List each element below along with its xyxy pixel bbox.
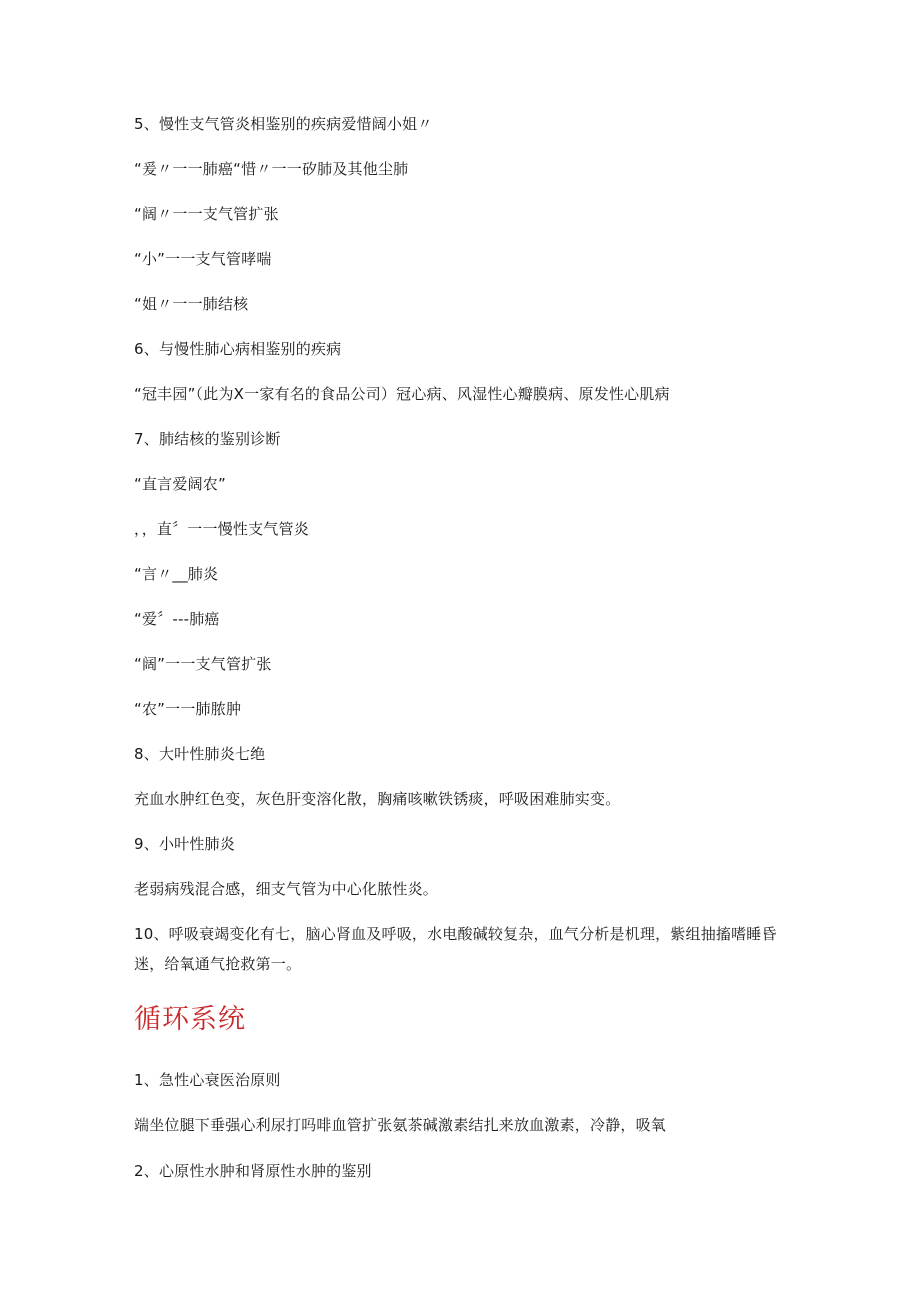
paragraph-item8-heading: 8、大叶性肺炎七绝 [134, 745, 266, 763]
paragraph-item9-heading: 9、小叶性肺炎 [134, 835, 235, 853]
paragraph-line: “爱〞---肺癌 [134, 610, 220, 628]
paragraph-item1-heading: 1、急性心衰医治原则 [134, 1071, 281, 1089]
paragraph-item7-heading: 7、肺结核的鉴别诊断 [134, 430, 281, 448]
paragraph-item5-heading: 5、慢性支气管炎相鉴别的疾病爱惜阔小姐〃 [134, 115, 433, 133]
paragraph-line: “小”一一支气管哮喘 [134, 250, 272, 268]
paragraph-line: “爰〃一一肺癌“惜〃一一矽肺及其他尘肺 [134, 160, 409, 178]
paragraph-line: “言〃__肺炎 [134, 565, 219, 583]
paragraph-line: “冠丰园”（此为X一家有名的食品公司）冠心病、风湿性心瓣膜病、原发性心肌病 [134, 385, 670, 403]
paragraph-item2-heading: 2、心原性水肿和肾原性水肿的鉴别 [134, 1162, 372, 1180]
paragraph-item6-heading: 6、与慢性肺心病相鉴别的疾病 [134, 340, 342, 358]
paragraph-line: “农”一一肺脓肿 [134, 700, 242, 718]
paragraph-line: ，，直〞一一慢性支气管炎 [134, 520, 309, 538]
paragraph-line: “阔〃一一支气管扩张 [134, 205, 279, 223]
paragraph-item10: 10、呼吸衰竭变化有七，脑心肾血及呼吸，水电酸碱较复杂，血气分析是机理，紫组抽搐嗜睡昏迷，给氧通气抢救第一。 [134, 925, 777, 973]
paragraph-line: 充血水肿红色变，灰色肝变溶化散，胸痛咳嗽铁锈痰，呼吸困难肺实变。 [134, 790, 621, 808]
paragraph-line: “姐〃一一肺结核 [134, 295, 249, 313]
paragraph-line: 端坐位腿下垂强心利尿打吗啡血管扩张氨茶碱激素结扎来放血激素，冷静，吸氧 [134, 1116, 667, 1134]
section-heading: 循环系统 [134, 1004, 246, 1035]
paragraph-line: 老弱病残混合感，细支气管为中心化脓性炎。 [134, 880, 439, 898]
paragraph-line: “阔”一一支气管扩张 [134, 655, 272, 673]
paragraph-line: “直言爱阔农” [134, 475, 226, 493]
